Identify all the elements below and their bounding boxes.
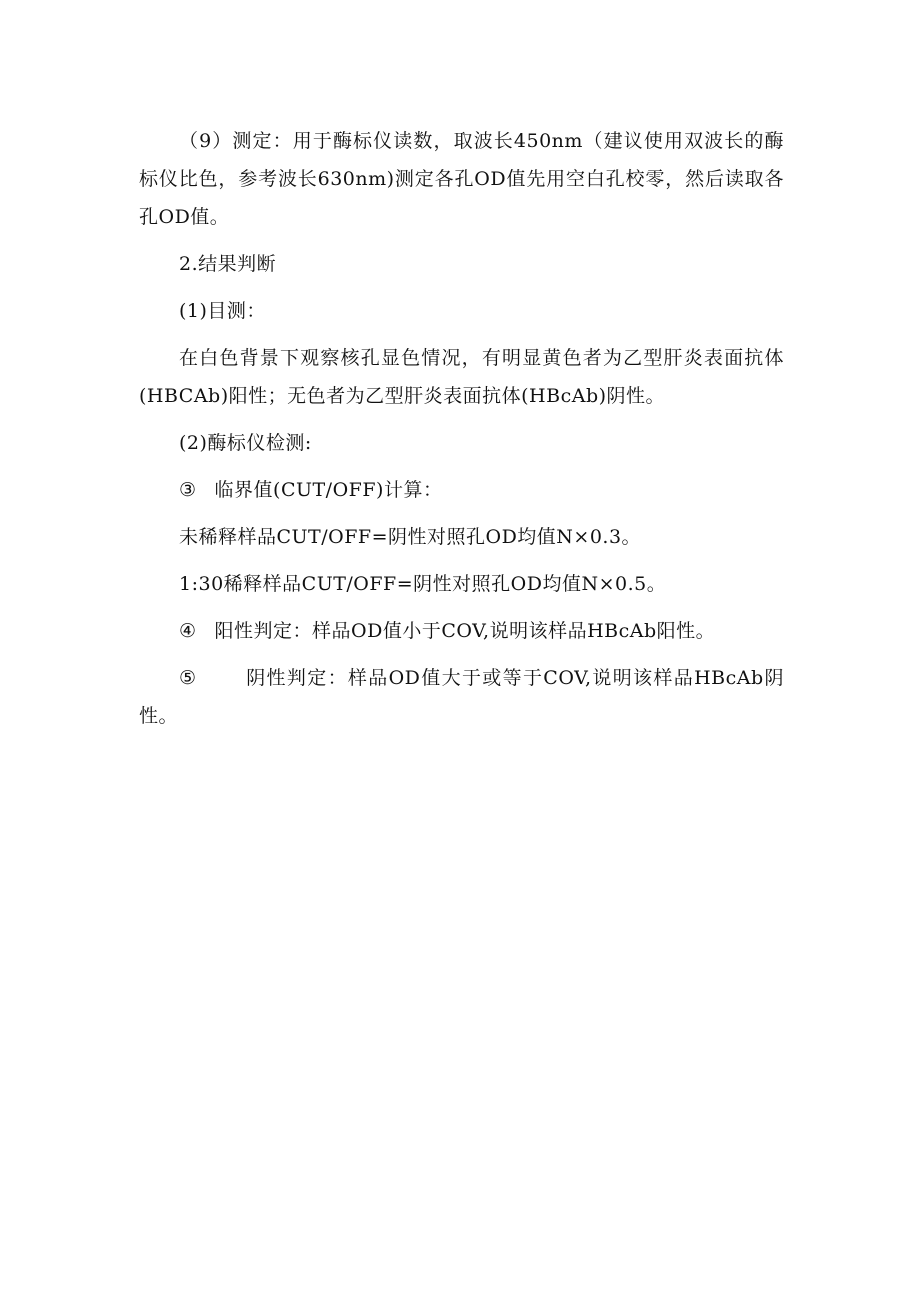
cutoff-calculation-item — [139, 471, 784, 509]
positive-judgment-item — [139, 612, 784, 650]
visual-inspection-body: 在白色背景下观察核孔显色情况，有明显黄色者为乙型肝炎表面抗体(HBCAb)阳性；无色者为乙型肝炎表面抗体(HBcAb)阴性。 — [139, 347, 784, 407]
document-body — [139, 122, 784, 744]
positive-text: 阳性判定：样品OD值小于COV,说明该样品HBcAb阳性。 — [214, 620, 716, 642]
negative-text: 阴性判定：样品OD值大于或等于COV,说明该样品HBcAb阴性。 — [139, 667, 784, 727]
undiluted-sample-formula: 未稀释样品CUT/OFF=阴性对照孔OD均值N×0.3。 — [179, 526, 642, 548]
plate-reader-heading: (2)酶标仪检测: — [179, 432, 312, 454]
diluted-sample-formula: 1:30稀释样品CUT/OFF=阴性对照孔OD均值N×0.5。 — [179, 573, 667, 595]
result-judgment-heading: 2.结果判断 — [179, 253, 277, 275]
cutoff-marker: ③ — [179, 479, 197, 501]
positive-marker: ④ — [179, 620, 197, 642]
negative-judgment-item — [139, 659, 784, 735]
cutoff-text: 临界值(CUT/OFF)计算： — [214, 479, 443, 501]
visual-inspection-heading: (1)目测： — [179, 300, 266, 322]
step-9-measurement: （9）测定：用于酶标仪读数，取波长450nm（建议使用双波长的酶标仪比色，参考波长630nm)测定各孔OD值先用空白孔校零，然后读取各孔OD值。 — [139, 130, 784, 228]
negative-marker: ⑤ — [179, 667, 198, 689]
